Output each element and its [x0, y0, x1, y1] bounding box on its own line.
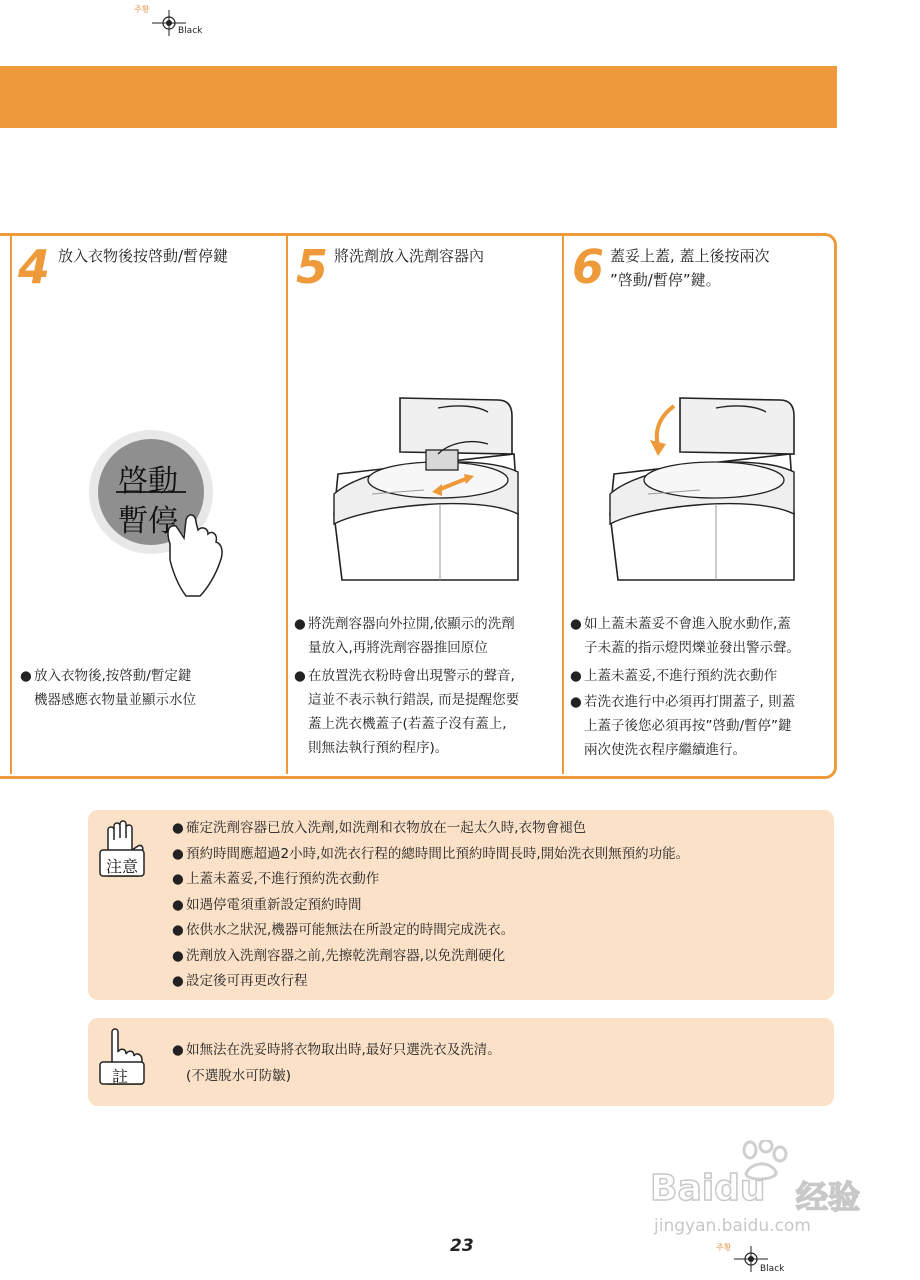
step-title: 將洗劑放入洗劑容器內 — [334, 247, 485, 265]
caution-badge — [96, 818, 152, 882]
list-item-line: 若洗衣進行中必須再打開蓋子, 則蓋 — [584, 694, 796, 710]
step-5-bullets — [294, 612, 556, 760]
registration-label: 주황 — [716, 1243, 732, 1252]
page-number: 23 — [450, 1236, 474, 1256]
pause-label: 暫停 — [118, 504, 178, 539]
watermark-brand-cn: 经验 — [796, 1178, 861, 1216]
note-label: 註 — [112, 1067, 129, 1086]
note-badge — [96, 1026, 152, 1096]
registration-mark-top — [130, 4, 210, 40]
list-item-line: 則無法執行預約程序)。 — [308, 740, 449, 756]
list-item: ● 依供水之狀況,機器可能無法在所設定的時間完成洗衣。 — [172, 922, 515, 938]
washer-detergent-illustration — [328, 394, 524, 594]
list-item-line: 如上蓋未蓋妥不會進入脫水動作,蓋 — [584, 616, 791, 632]
washer-close-lid-illustration — [604, 394, 804, 594]
watermark-brand: Baidu — [650, 1168, 766, 1209]
note-subline: (不選脫水可防皺) — [186, 1067, 292, 1084]
watermark-url: jingyan.baidu.com — [654, 1216, 811, 1236]
list-item: ● 洗劑放入洗劑容器之前,先擦乾洗劑容器,以免洗劑硬化 — [172, 947, 506, 964]
step-title-line: 蓋妥上蓋, 蓋上後按兩次 — [610, 247, 770, 265]
step-number: 5 — [296, 240, 329, 294]
registration-mark-bottom — [712, 1242, 792, 1278]
column-divider-3 — [562, 236, 564, 774]
list-item: ● 如遇停電須重新設定預約時間 — [172, 896, 362, 913]
list-item: ● 若洗衣進行中必須再打開蓋子, 則蓋 上蓋子後您必須再按”啓動/暫停”鍵 兩次使洗衣程序繼續進行。 — [570, 690, 832, 762]
list-item: ● 預約時間應超過2小時,如洗衣行程的總時間比預約時間長時,開始洗衣則無預約功能。 — [172, 845, 690, 862]
list-item-line: 放入衣物後,按啓動/暫定鍵 — [34, 668, 192, 684]
caution-list — [172, 816, 822, 995]
registration-color-name: Black — [760, 1264, 785, 1274]
list-item: ● 上蓋未蓋妥,不進行預約洗衣動作 — [172, 871, 380, 887]
header-bar — [0, 66, 837, 128]
list-item: ● 如上蓋未蓋妥不會進入脫水動作,蓋 子未蓋的指示燈閃爍並發出警示聲。 — [570, 612, 832, 660]
list-item: ● 在放置洗衣粉時會出現警示的聲音, 這並不表示執行錯誤, 而是提醒您要 蓋上洗衣機蓋子(若蓋子沒有蓋上, 則無法執行預約程序)。 — [294, 664, 556, 760]
list-item-line: 上蓋未蓋妥,不進行預約洗衣動作 — [584, 668, 778, 684]
list-item-line: 子未蓋的指示燈閃爍並發出警示聲。 — [584, 640, 800, 656]
note-box — [88, 1018, 834, 1106]
baidu-watermark — [650, 1140, 870, 1240]
column-divider-1 — [10, 236, 12, 774]
step-title — [610, 244, 770, 292]
list-item-line: 機器感應衣物量並顯示水位 — [34, 692, 196, 708]
list-item: ● 確定洗劑容器已放入洗劑,如洗劑和衣物放在一起太久時,衣物會褪色 — [172, 820, 587, 836]
list-item: ● 將洗劑容器向外拉開,依顯示的洗劑 量放入,再將洗劑容器推回原位 — [294, 612, 556, 660]
step-number: 4 — [18, 240, 51, 294]
start-pause-button-illustration — [88, 428, 238, 598]
caution-label: 注意 — [106, 857, 139, 876]
column-divider-2 — [286, 236, 288, 774]
list-item-line: 在放置洗衣粉時會出現警示的聲音, — [308, 668, 515, 684]
caution-box — [88, 810, 834, 1000]
step-number: 6 — [572, 240, 605, 294]
list-item-line: 上蓋子後您必須再按”啓動/暫停”鍵 — [584, 718, 792, 734]
note-list — [172, 1038, 822, 1089]
list-item-line: 這並不表示執行錯誤, 而是提醒您要 — [308, 692, 520, 708]
step-6-bullets — [570, 612, 832, 762]
list-item-line: 兩次使洗衣程序繼續進行。 — [584, 742, 746, 758]
list-item: ● 上蓋未蓋妥,不進行預約洗衣動作 — [570, 664, 832, 688]
list-item: ● 如無法在洗妥時將衣物取出時,最好只選洗衣及洗清。 — [172, 1042, 501, 1058]
registration-color-name: Black — [178, 26, 203, 36]
list-item-line: 將洗劑容器向外拉開,依顯示的洗劑 — [308, 616, 515, 632]
registration-label: 주황 — [134, 5, 150, 14]
list-item-line: 蓋上洗衣機蓋子(若蓋子沒有蓋上, — [308, 716, 507, 732]
step-title-line: ”啓動/暫停”鍵。 — [610, 271, 721, 289]
start-label: 啓動 — [118, 464, 178, 499]
step-4-bullets — [20, 664, 282, 712]
list-item: ● 設定後可再更改行程 — [172, 973, 308, 989]
list-item-line: 量放入,再將洗劑容器推回原位 — [308, 640, 488, 656]
step-title: 放入衣物後按啓動/暫停鍵 — [58, 247, 229, 265]
list-item: ● 放入衣物後,按啓動/暫定鍵 機器感應衣物量並顯示水位 — [20, 664, 282, 712]
